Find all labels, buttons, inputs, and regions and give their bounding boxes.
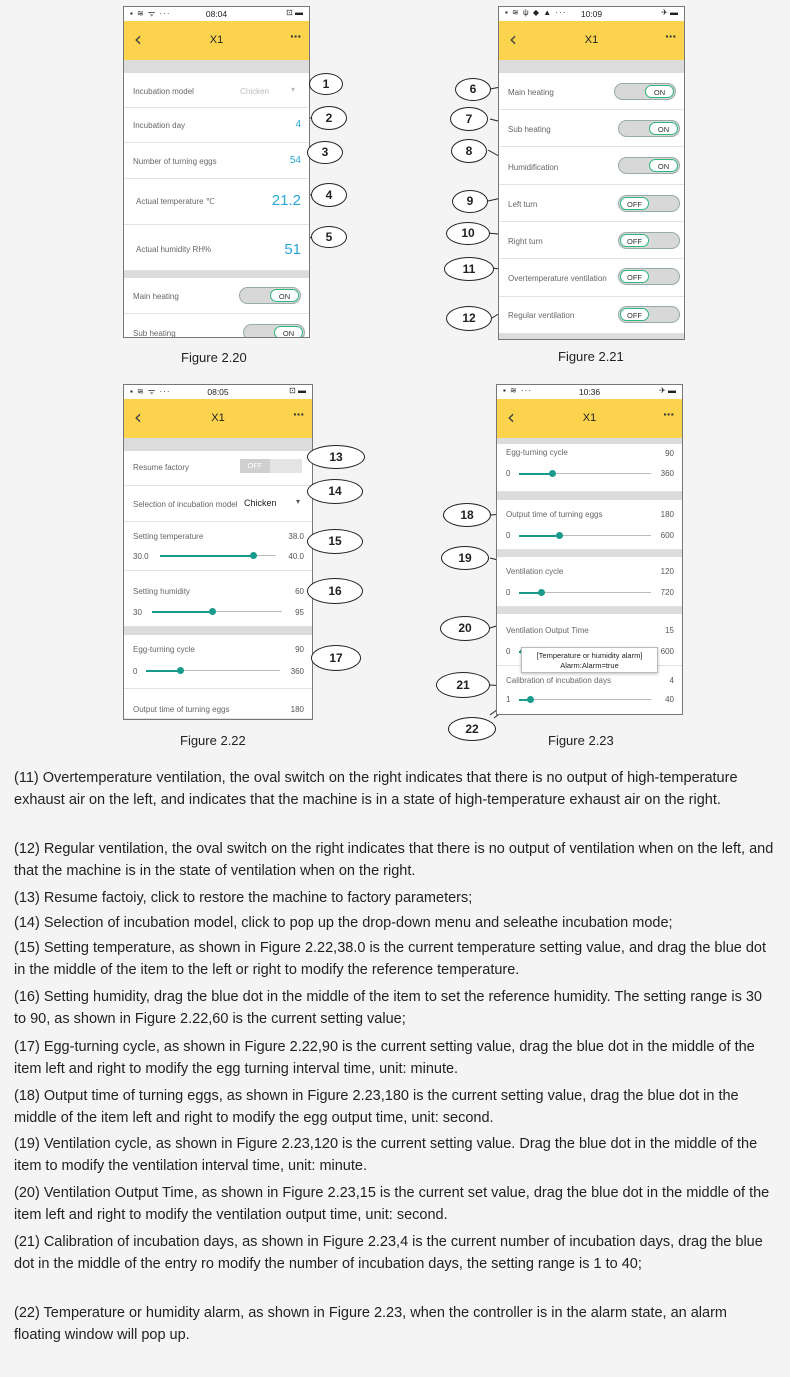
callout-15: 15 (307, 529, 363, 554)
setting-humidity-slider[interactable] (152, 611, 282, 613)
sub-heating-toggle[interactable]: ON (618, 120, 680, 137)
slider-fill (146, 670, 180, 672)
callout-2: 2 (311, 106, 347, 130)
alarm-popup (521, 647, 658, 673)
regular-ventilation-toggle[interactable]: OFF (618, 306, 680, 323)
callout-17: 17 (311, 645, 361, 671)
setting-temperature-slider[interactable] (160, 555, 276, 557)
main-heating-toggle[interactable]: ON (239, 287, 301, 304)
ventilation-cycle-slider[interactable] (519, 592, 651, 594)
calibration-incubation-days-slider[interactable] (519, 699, 651, 701)
callout-10: 10 (446, 222, 490, 245)
figure-2-20-phone (123, 6, 310, 338)
right-turn-row: Right turn OFF (499, 222, 684, 259)
ventilation-output-time-row: Ventilation Output Time 15 0 600 (497, 614, 682, 666)
slider-thumb[interactable] (209, 608, 216, 615)
more-menu-icon[interactable]: ··· (293, 406, 304, 422)
chevron-down-icon: ▾ (290, 85, 295, 94)
actual-humidity-row: Actual humidity RH% 51 (124, 225, 309, 271)
callout-1: 1 (309, 73, 343, 95)
setting-humidity-row: Setting humidity 60 30 95 (124, 571, 312, 627)
slider-thumb[interactable] (556, 532, 563, 539)
callout-12: 12 (446, 306, 492, 331)
figure-2-23-phone (496, 384, 683, 715)
status-bar (124, 7, 309, 21)
back-arrow-icon[interactable]: ‹ (134, 27, 142, 51)
paragraph-14: (14) Selection of incubation model, click to pop up the drop-down menu and seleathe incubation mode; (14, 915, 673, 931)
actual-temperature-value: 21.2 (271, 192, 301, 209)
output-time-turning-eggs-slider[interactable] (519, 535, 651, 537)
incubation-day-row: Incubation day 4 (124, 108, 309, 143)
callout-19: 19 (441, 546, 489, 570)
incubation-day-value: 4 (295, 119, 301, 130)
status-bar: ▪ ≋ ψ ◆ ▲ ··· 10:09 ✈ ▬ (499, 7, 684, 21)
callout-11: 11 (444, 257, 494, 281)
humidification-toggle[interactable]: ON (618, 157, 680, 174)
main-heating-row: Main heating ON (499, 73, 684, 110)
turning-eggs-value: 54 (289, 155, 301, 166)
status-time: 08:04 (205, 9, 228, 19)
app-header (499, 21, 684, 60)
page-title: X1 (209, 34, 224, 46)
callout-13: 13 (307, 445, 365, 469)
app-header (124, 399, 312, 438)
figure-2-23-caption: Figure 2.23 (548, 733, 614, 748)
chevron-down-icon: ▾ (295, 497, 300, 506)
callout-20: 20 (440, 616, 490, 641)
right-turn-toggle[interactable]: OFF (618, 232, 680, 249)
app-header (124, 21, 309, 60)
paragraph-20: (20) Ventilation Output Time, as shown in Figure 2.23,15 is the current set value, drag the blue dot in the middle of the item left and right to modify the ventilation output time, unit: second. (14, 1185, 770, 1223)
slider-fill (519, 535, 559, 537)
status-icons-right: ⊡ ▬ (286, 8, 303, 17)
sub-heating-row: Sub heating ON (499, 110, 684, 147)
actual-humidity-value: 51 (284, 241, 301, 258)
resume-factory-toggle[interactable]: OFF (240, 459, 302, 473)
page-title: X1 (211, 412, 225, 424)
main-heating-row: Main heating ON (124, 278, 309, 314)
figure-2-21-phone (498, 6, 685, 340)
paragraph-11: (11) Overtemperature ventilation, the oval switch on the right indicates that there is no output of high-temperature exhaust air on the left, and indicates that the machine is in a state of high-temperature exhaust air on the right. (14, 770, 738, 808)
callout-18: 18 (443, 503, 491, 527)
humidification-row: Humidification ON (499, 147, 684, 185)
page-title: X1 (582, 412, 597, 424)
slider-fill (160, 555, 253, 557)
figure-2-21-caption: Figure 2.21 (558, 349, 624, 364)
turning-eggs-row: Number of turning eggs 54 (124, 143, 309, 179)
egg-turning-cycle-slider[interactable] (519, 473, 651, 475)
resume-factory-row: Resume factory OFF (124, 451, 312, 486)
setting-temperature-row: Setting temperature 38.0 30.0 40.0 (124, 522, 312, 571)
slider-thumb[interactable] (549, 470, 556, 477)
more-menu-icon[interactable]: ··· (663, 406, 674, 422)
sub-heating-toggle[interactable]: ON (243, 324, 305, 338)
status-bar: ▪ ≋ ··· 10:36 ✈ ▬ (497, 385, 682, 399)
more-menu-icon[interactable]: ··· (290, 28, 301, 44)
more-menu-icon[interactable]: ··· (665, 28, 676, 44)
slider-thumb[interactable] (250, 552, 257, 559)
callout-7: 7 (450, 107, 488, 131)
callout-16: 16 (307, 578, 363, 604)
callout-5: 5 (311, 226, 347, 248)
callout-9: 9 (452, 190, 488, 213)
alarm-popup-message: Alarm:Alarm=true (560, 661, 619, 670)
egg-turning-cycle-row: Egg-turning cycle 90 0 360 (124, 635, 312, 689)
paragraph-17: (17) Egg-turning cycle, as shown in Figure 2.22,90 is the current setting value, drag the blue dot in the middle of the item left and right to modify the egg turning interval time, unit: minute. (14, 1039, 755, 1077)
left-turn-row: Left turn OFF (499, 185, 684, 222)
regular-ventilation-row: Regular ventilation OFF (499, 297, 684, 334)
main-heating-toggle[interactable]: ON (614, 83, 676, 100)
egg-turning-cycle-slider[interactable] (146, 670, 280, 672)
app-header (497, 399, 682, 438)
slider-thumb[interactable] (177, 667, 184, 674)
overtemperature-ventilation-toggle[interactable]: OFF (618, 268, 680, 285)
incubation-model-select-row[interactable]: Selection of incubation model Chicken ▾ (124, 486, 312, 522)
callout-14: 14 (307, 479, 363, 504)
back-arrow-icon[interactable]: ‹ (509, 27, 517, 51)
incubation-model-value: Chicken (244, 498, 277, 508)
output-time-turning-eggs-row: Output time of turning eggs 180 (124, 689, 312, 719)
back-arrow-icon[interactable]: ‹ (134, 405, 142, 429)
back-arrow-icon[interactable]: ‹ (507, 405, 515, 429)
slider-fill (152, 611, 212, 613)
left-turn-toggle[interactable]: OFF (618, 195, 680, 212)
paragraph-18: (18) Output time of turning eggs, as shown in Figure 2.23,180 is the current setting value, drag the blue dot in the middle of the item left and right to modify the egg output time, unit: second. (14, 1088, 739, 1126)
paragraph-19: (19) Ventilation cycle, as shown in Figure 2.23,120 is the current setting value. Drag the blue dot in the middle of the item to modify the ventilation interval time, unit: minute. (14, 1136, 758, 1174)
figure-2-20-caption: Figure 2.20 (181, 350, 247, 365)
paragraph-21: (21) Calibration of incubation days, as shown in Figure 2.23,4 is the current number of incubation days, drag the blue dot in the middle of the entry ro modify the number of incubation days, the setting range is 1 to 40; (14, 1234, 763, 1272)
status-bar: ▪ ≋ ᯤ ··· 08:05 ⊡ ▬ (124, 385, 312, 399)
slider-thumb[interactable] (538, 589, 545, 596)
callout-6: 6 (455, 78, 491, 101)
slider-thumb[interactable] (527, 696, 534, 703)
callout-3: 3 (307, 141, 343, 164)
paragraph-22: (22) Temperature or humidity alarm, as shown in Figure 2.23, when the controller is in the alarm state, an alarm floating window will pop up. (14, 1305, 727, 1343)
figure-2-22-phone (123, 384, 313, 720)
alarm-popup-title: [Temperature or humidity alarm] (536, 651, 643, 660)
paragraph-13: (13) Resume factoiy, click to restore the machine to factory parameters; (14, 890, 473, 906)
paragraph-16: (16) Setting humidity, drag the blue dot in the middle of the item to set the reference humidity. The setting range is 30 to 90, as shown in Figure 2.22,60 is the current setting value; (14, 989, 762, 1027)
callout-4: 4 (311, 183, 347, 207)
incubation-model-row[interactable]: Incubation model Chicken ▾ (124, 73, 309, 108)
status-icons-left: ▪ ≋ ᯤ ··· (130, 9, 171, 18)
sub-heating-row: Sub heating ON (124, 314, 309, 338)
figure-2-22-caption: Figure 2.22 (180, 733, 246, 748)
paragraph-15: (15) Setting temperature, as shown in Figure 2.22,38.0 is the current temperature setting value, and drag the blue dot in the middle of the item to the left or right to modify the reference temperature. (14, 940, 767, 978)
calibration-incubation-days-row: Calibration of incubation days 4 1 40 (497, 666, 682, 715)
paragraph-12: (12) Regular ventilation, the oval switch on the right indicates that there is no output of ventilation when on the left, and that the machine is in the state of ventilation when on the right. (14, 841, 774, 879)
actual-temperature-row: Actual temperature ℃ 21.2 (124, 179, 309, 225)
output-time-turning-eggs-row: Output time of turning eggs 180 0 600 (497, 500, 682, 550)
callout-22: 22 (448, 717, 496, 741)
egg-turning-cycle-row: Egg-turning cycle 90 0 360 (497, 444, 682, 492)
overtemperature-ventilation-row: Overtemperature ventilation OFF (499, 259, 684, 297)
incubation-model-value: Chicken (240, 87, 269, 96)
slider-fill (519, 473, 552, 475)
ventilation-cycle-row: Ventilation cycle 120 0 720 (497, 557, 682, 607)
callout-8: 8 (451, 139, 487, 163)
page-title: X1 (584, 34, 599, 46)
callout-21: 21 (436, 672, 490, 698)
